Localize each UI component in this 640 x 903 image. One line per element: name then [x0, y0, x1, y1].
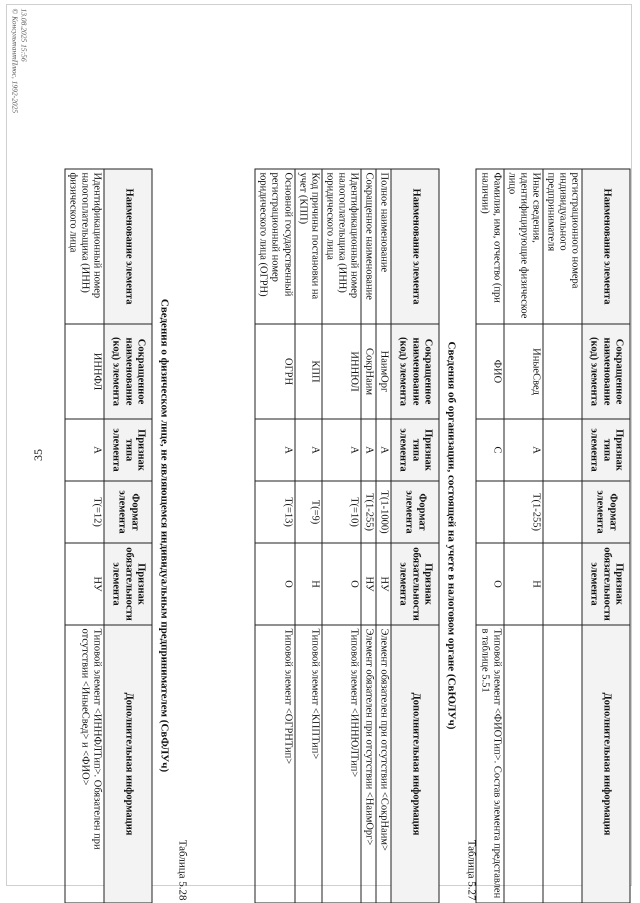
- cell-info: Типовой элемент <КППТип>: [294, 625, 321, 903]
- header-required: Признак обязательности элемента: [582, 543, 630, 625]
- header-required: Признак обязательности элемента: [104, 543, 152, 625]
- cell-info: Типовой элемент <ИННФЛТип>. Обязателен при отсутствии <ИныеСвед> и <ФИО>: [64, 625, 103, 903]
- cell-code: НаимОрг: [375, 324, 390, 419]
- cell-name: Сокращенное наименование: [360, 169, 375, 324]
- cell-required: НУ: [360, 543, 375, 625]
- cell-name: Иные сведения, идентифицирующие физическое лицо: [503, 169, 542, 324]
- cell-type: А: [360, 419, 375, 481]
- header-name: Наименование элемента: [104, 169, 152, 324]
- table-row: [503, 169, 542, 903]
- header-name: Наименование элемента: [391, 169, 439, 324]
- header-type: Признак типа элемента: [391, 419, 439, 481]
- cell-required: О: [255, 543, 294, 625]
- footer-date: 13.08.2025 15:56: [19, 8, 28, 62]
- table-5-27-label: Таблица 5.27: [465, 839, 477, 900]
- cell-name: Идентификационный номер налогоплательщика (ИНН) юридического лица: [321, 169, 360, 324]
- table-5-28-caption: Сведения о физическом лице, не являющемся индивидуальным предпринимателем (СвФЛУч): [158, 298, 170, 772]
- header-type: Признак типа элемента: [582, 419, 630, 481]
- cell-type: А: [321, 419, 360, 481]
- cell-name: Полное наименование: [375, 169, 390, 324]
- footer-stamp: [9, 8, 28, 248]
- table-5-27-caption: Сведения об организации, состоящей на учете в налоговом органе (СвЮЛУч): [445, 341, 457, 729]
- table-header-row: [104, 169, 152, 903]
- cell-info: Типовой элемент <ФИОТип>. Состав элемента представлен в таблице 5.51: [476, 625, 503, 903]
- cell-required: НУ: [375, 543, 390, 625]
- continuation-table: [476, 168, 631, 903]
- cell-format: T(=13): [255, 481, 294, 543]
- header-name: Наименование элемента: [582, 169, 630, 324]
- cell-type: А: [503, 419, 542, 481]
- cell-required: [542, 543, 581, 625]
- table-row: [64, 169, 103, 903]
- header-info: Дополнительная информация: [391, 625, 439, 903]
- table-5-28: [64, 168, 152, 903]
- page-number: 35: [31, 449, 45, 461]
- cell-info: Типовой элемент <ОГРНТип>: [255, 625, 294, 903]
- cell-code: ОГРН: [255, 324, 294, 419]
- cell-info: [542, 625, 581, 903]
- header-format: Формат элемента: [582, 481, 630, 543]
- table-header-row: [391, 169, 439, 903]
- cell-name: Код причины постановки на учет (КПП): [294, 169, 321, 324]
- header-required: Признак обязательности элемента: [391, 543, 439, 625]
- cell-format: T(=10): [321, 481, 360, 543]
- cell-name: регистрационного номера индивидуального предпринимателя: [542, 169, 581, 324]
- cell-info: Элемент обязателен при отсутствии <СокрНаим>: [375, 625, 390, 903]
- cell-type: А: [375, 419, 390, 481]
- cell-required: О: [321, 543, 360, 625]
- table-5-27: [254, 168, 439, 903]
- cell-name: Основной государственный регистрационный номер юридического лица (ОГРН): [255, 169, 294, 324]
- cell-code: [542, 324, 581, 419]
- table-row: [375, 169, 390, 903]
- cell-required: О: [476, 543, 503, 625]
- header-code: Сокращенное наименование (код) элемента: [582, 324, 630, 419]
- header-info: Дополнительная информация: [104, 625, 152, 903]
- cell-code: КПП: [294, 324, 321, 419]
- footer-copyright: © КонсультантПлюс, 1992-2025: [9, 8, 19, 113]
- cell-format: T(=12): [64, 481, 103, 543]
- cell-type: А: [64, 419, 103, 481]
- cell-format: [476, 481, 503, 543]
- cell-name: Идентификационный номер налогоплательщика (ИНН) физического лица: [64, 169, 103, 324]
- header-format: Формат элемента: [391, 481, 439, 543]
- header-info: Дополнительная информация: [582, 625, 630, 903]
- cell-info: Элемент обязателен при отсутствии <НаимОрг>: [360, 625, 375, 903]
- cell-type: А: [255, 419, 294, 481]
- header-type: Признак типа элемента: [104, 419, 152, 481]
- cell-code: ИННФЛ: [64, 324, 103, 419]
- cell-code: ИныеСвед: [503, 324, 542, 419]
- cell-info: Типовой элемент <ИННЮЛТип>: [321, 625, 360, 903]
- cell-type: [542, 419, 581, 481]
- cell-format: T(1-1000): [375, 481, 390, 543]
- table-row: [476, 169, 503, 903]
- cell-format: T(=9): [294, 481, 321, 543]
- table-row: [255, 169, 294, 903]
- cell-required: Н: [503, 543, 542, 625]
- table-row: [321, 169, 360, 903]
- cell-info: [503, 625, 542, 903]
- table-row: [294, 169, 321, 903]
- cell-format: [542, 481, 581, 543]
- cell-required: Н: [294, 543, 321, 625]
- cell-name: Фамилия, имя, отчество (при наличии): [476, 169, 503, 324]
- table-5-28-label: Таблица 5.28: [176, 839, 188, 900]
- cell-code: СокрНаим: [360, 324, 375, 419]
- cell-format: T(1-255): [360, 481, 375, 543]
- cell-type: А: [294, 419, 321, 481]
- table-header-row: [582, 169, 630, 903]
- header-format: Формат элемента: [104, 481, 152, 543]
- cell-format: T(1-255): [503, 481, 542, 543]
- cell-required: НУ: [64, 543, 103, 625]
- header-code: Сокращенное наименование (код) элемента: [391, 324, 439, 419]
- cell-type: С: [476, 419, 503, 481]
- cell-code: ФИО: [476, 324, 503, 419]
- header-code: Сокращенное наименование (код) элемента: [104, 324, 152, 419]
- table-row: [360, 169, 375, 903]
- cell-code: ИННЮЛ: [321, 324, 360, 419]
- table-row: [542, 169, 581, 903]
